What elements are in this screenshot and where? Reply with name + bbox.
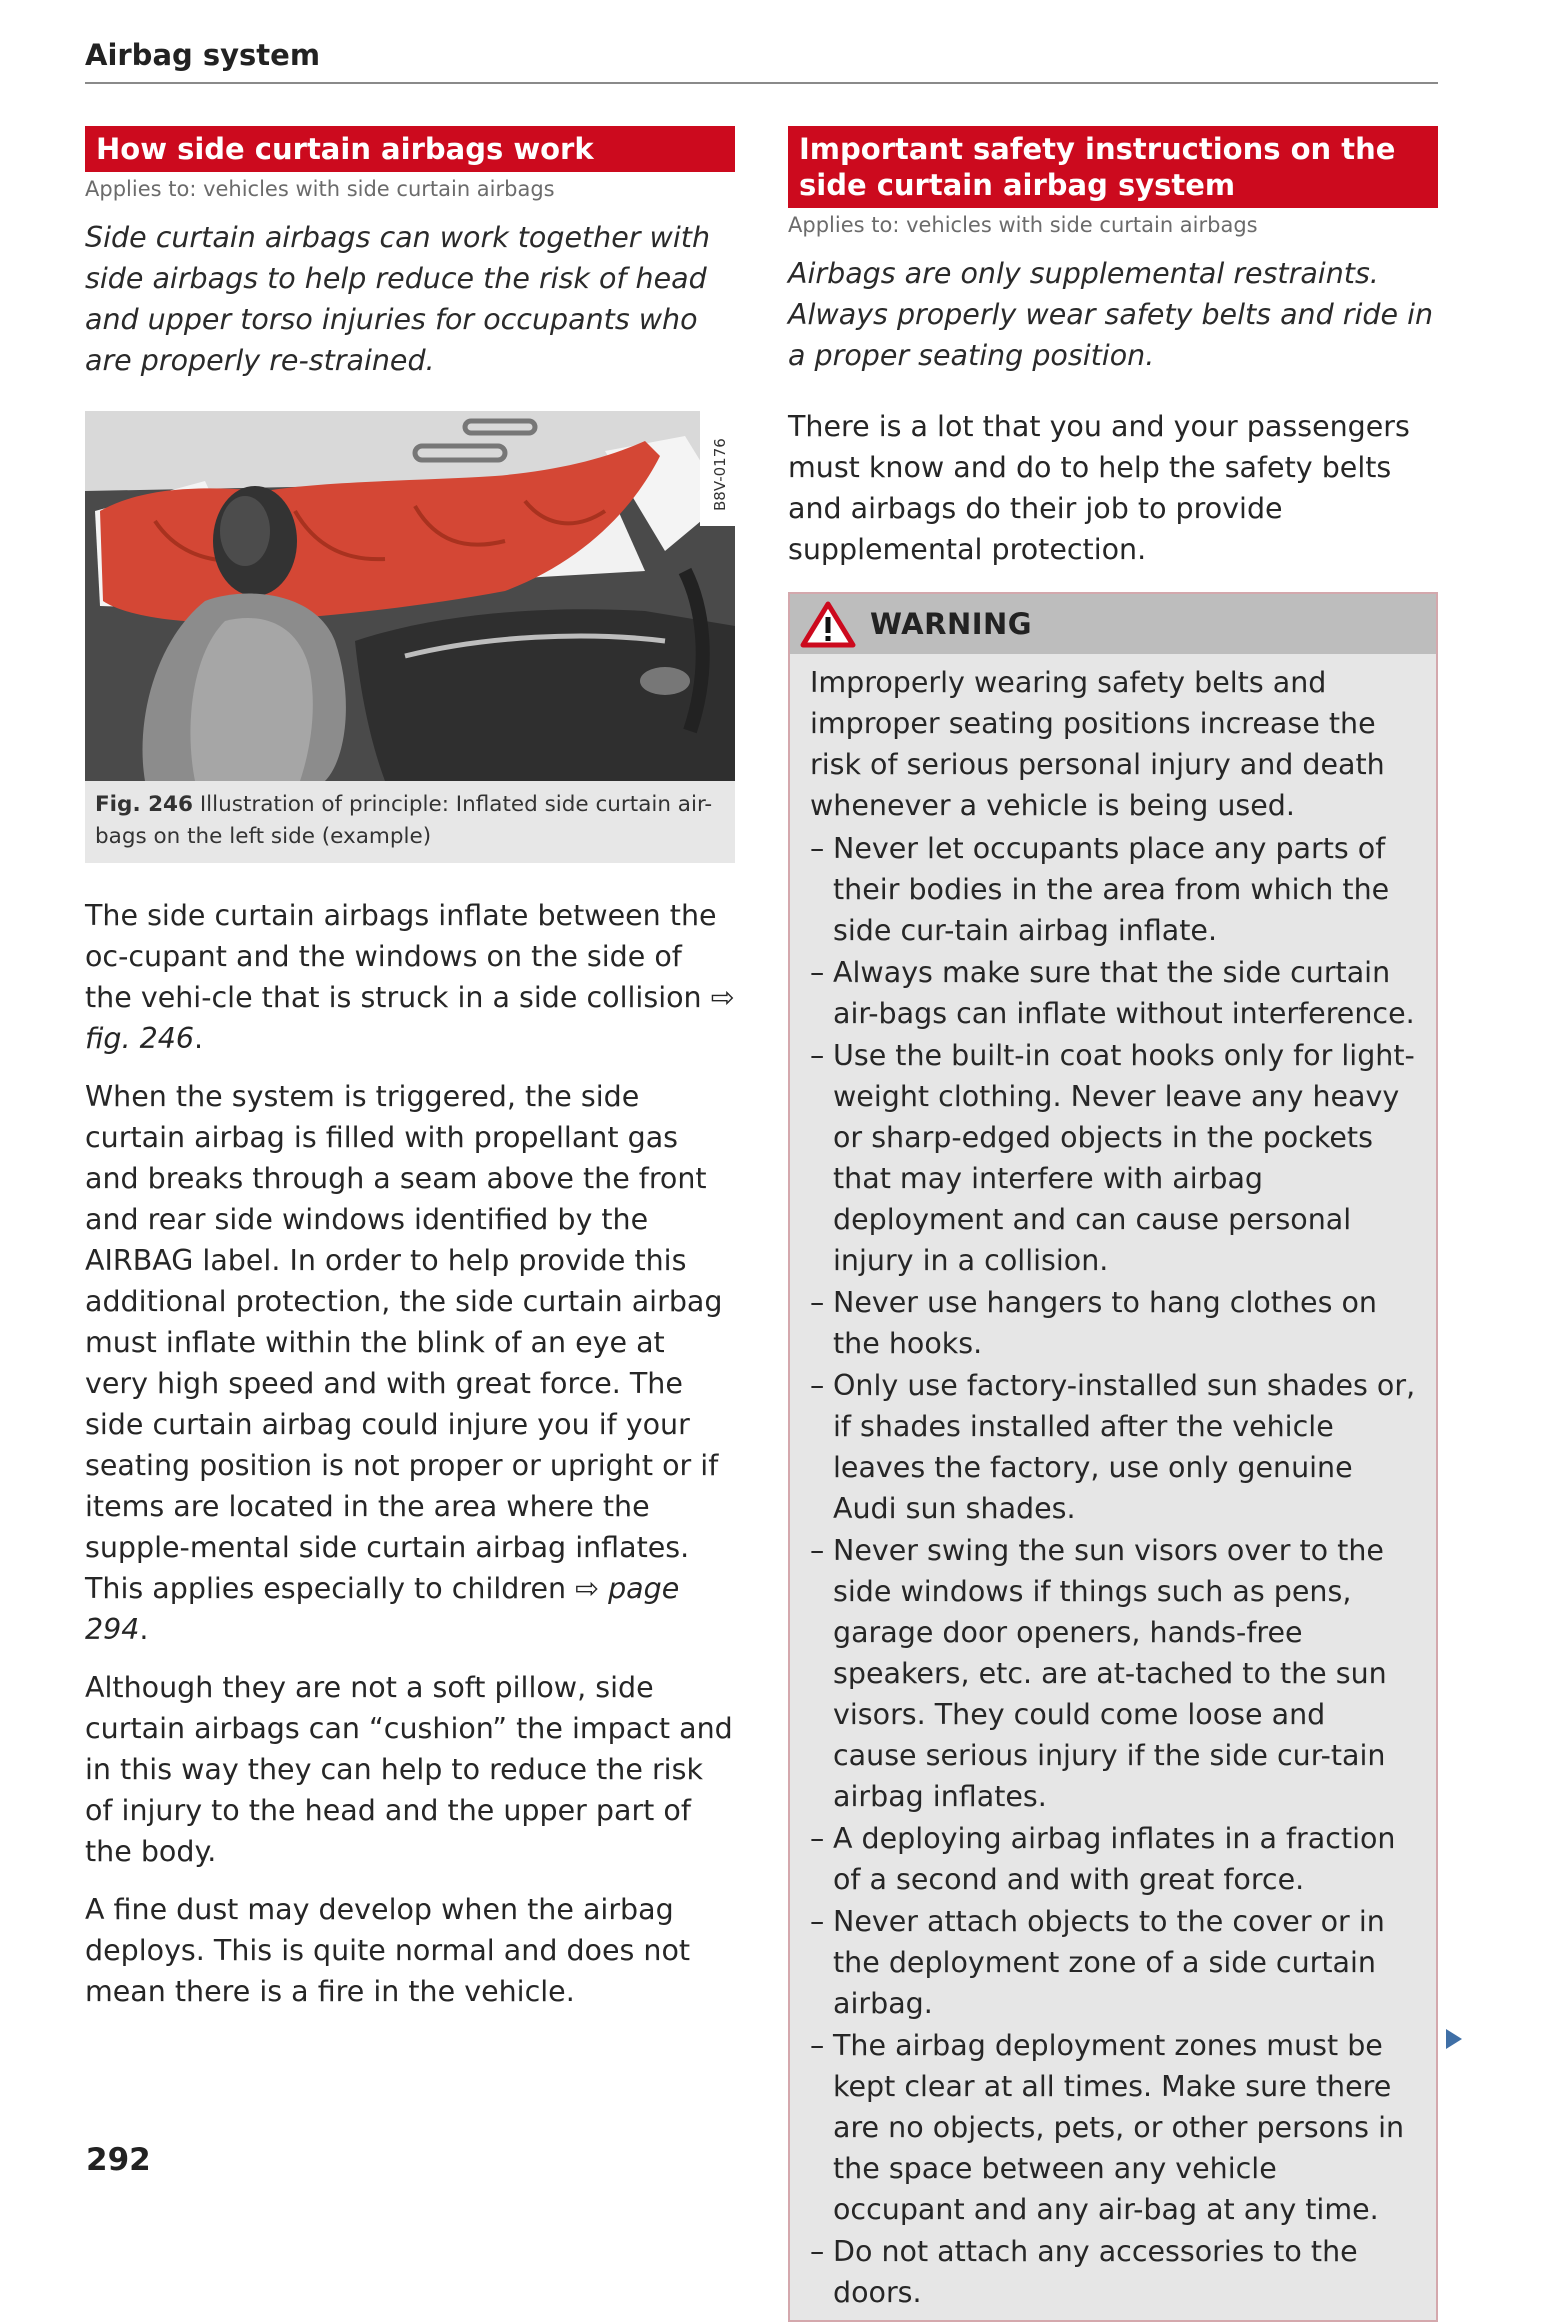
warning-item [810, 1901, 1416, 2024]
warning-item-text: Use the built-in coat hooks only for light-weight clothing. Never leave any heavy or sharp-edged objects in the pockets that may interfere with airbag deployment and can cause personal injury in a collision. [833, 1039, 1415, 1277]
inflated-curtain-airbag-illustration [85, 411, 735, 781]
warning-lead: Improperly wearing safety belts and improper seating positions increase the risk of serious personal injury and death whenever a vehicle is being used. [810, 666, 1385, 822]
applies-to-note-safety: Applies to: vehicles with side curtain airbags [788, 213, 1258, 237]
figure-code: B8V-0176 [711, 438, 729, 511]
body-paragraph-2 [85, 1076, 735, 1650]
body-paragraph-1 [85, 895, 735, 1059]
warning-item-text: Never use hangers to hang clothes on the hooks. [833, 1286, 1377, 1360]
dash-glyph: – [810, 1905, 825, 1938]
p1-text: The side curtain airbags inflate between the oc-cupant and the windows on the side of the vehi-cle that is struck in a side collision [85, 899, 717, 1014]
body-paragraph-3: Although they are not a soft pillow, side curtain airbags can “cushion” the impact and in this way they can help to reduce the risk of injury to the head and the upper part of the body. [85, 1671, 733, 1868]
warning-item [810, 952, 1416, 1034]
dash-glyph: – [810, 2235, 825, 2268]
dash-glyph: – [810, 1534, 825, 1567]
warning-title: WARNING [870, 607, 1033, 641]
dash-glyph: – [810, 2029, 825, 2062]
warning-item-text: Never let occupants place any parts of their bodies in the area from which the side cur-tain airbag inflate. [833, 832, 1390, 947]
dash-glyph: – [810, 1286, 825, 1319]
intro-paragraph-safety: Airbags are only supplemental restraints. Always properly wear safety belts and ride in a proper seating position. [788, 257, 1434, 372]
figure-label: Fig. 246 [95, 792, 193, 817]
warning-item [810, 1530, 1416, 1817]
applies-to-note: Applies to: vehicles with side curtain airbags [85, 177, 555, 201]
dash-glyph: – [810, 832, 825, 865]
warning-item [810, 828, 1416, 951]
left-column [85, 126, 735, 2029]
warning-box [788, 592, 1438, 2322]
body-paragraph-safety: There is a lot that you and your passengers must know and do to help the safety belts and airbags do their job to provide supplemental protection. [788, 410, 1410, 566]
dash-glyph: – [810, 956, 825, 989]
figure-caption-text: Illustration of principle: Inflated side curtain air-bags on the left side (example) [95, 792, 713, 849]
right-column [788, 126, 1438, 2322]
warning-header [790, 594, 1436, 654]
warning-item [810, 1365, 1416, 1529]
warning-item-text: Never attach objects to the cover or in the deployment zone of a side curtain airbag. [833, 1905, 1385, 2020]
p2-end: . [139, 1613, 149, 1646]
dash-glyph: – [810, 1039, 825, 1072]
warning-item-text: Only use factory-installed sun shades or, if shades installed after the vehicle leaves the factory, use only genuine Audi sun shades. [833, 1369, 1416, 1525]
figure-caption [85, 781, 735, 863]
warning-item [810, 2231, 1416, 2313]
warning-item-text: Never swing the sun visors over to the side windows if things such as pens, garage door openers, hands-free speakers, etc. are at-tached to the sun visors. They could come loose and cause serious injury if the side cur-tain airbag inflates. [833, 1534, 1387, 1813]
warning-item-text: The airbag deployment zones must be kept clear at all times. Make sure there are no objects, pets, or other persons in the space between any vehicle occupant and any air-bag at any time. [833, 2029, 1405, 2226]
warning-item-text: Always make sure that the side curtain air-bags can inflate without interference. [833, 956, 1415, 1030]
dash-glyph: – [810, 1822, 825, 1855]
figure-246 [85, 411, 735, 863]
warning-item [810, 1282, 1416, 1364]
warning-item-text: A deploying airbag inflates in a fraction of a second and with great force. [833, 1822, 1396, 1896]
section-heading-safety: Important safety instructions on the side curtain airbag system [788, 126, 1438, 208]
p2-text: When the system is triggered, the side curtain airbag is filled with propellant gas and breaks through a seam above the front and rear side windows identified by the AIRBAG label. In order to help provide this additional protection, the side curtain airbag must inflate within the blink of an eye at very high speed and with great force. The side curtain airbag could injure you if your seating position is not proper or upright or if items are located in the area where the supple-mental side curtain airbag inflates. This applies especially to children [85, 1080, 723, 1605]
page-number: 292 [86, 2142, 151, 2178]
warning-item [810, 1818, 1416, 1900]
intro-paragraph: Side curtain airbags can work together with side airbags to help reduce the risk of head and upper torso injuries for occupants who are properly re-strained. [85, 221, 711, 377]
dash-glyph: – [810, 1369, 825, 1402]
continue-arrow-icon[interactable] [1446, 2029, 1462, 2049]
p1-end: . [194, 1022, 204, 1055]
section-heading: How side curtain airbags work [85, 126, 735, 172]
page-reference-link[interactable]: ⇨ page 294 [85, 1572, 680, 1646]
warning-item [810, 1035, 1416, 1281]
warning-item-text: Do not attach any accessories to the doors. [833, 2235, 1358, 2309]
warning-item [810, 2025, 1416, 2230]
warning-body [790, 654, 1436, 2320]
figure-reference-link[interactable]: ⇨ fig. 246 [85, 981, 735, 1055]
body-paragraph-4: A fine dust may develop when the airbag deploys. This is quite normal and does not mean there is a fire in the vehicle. [85, 1893, 691, 2008]
running-header: Airbag system [85, 38, 1438, 84]
warning-list [810, 828, 1416, 2313]
warning-triangle-icon [800, 600, 856, 648]
